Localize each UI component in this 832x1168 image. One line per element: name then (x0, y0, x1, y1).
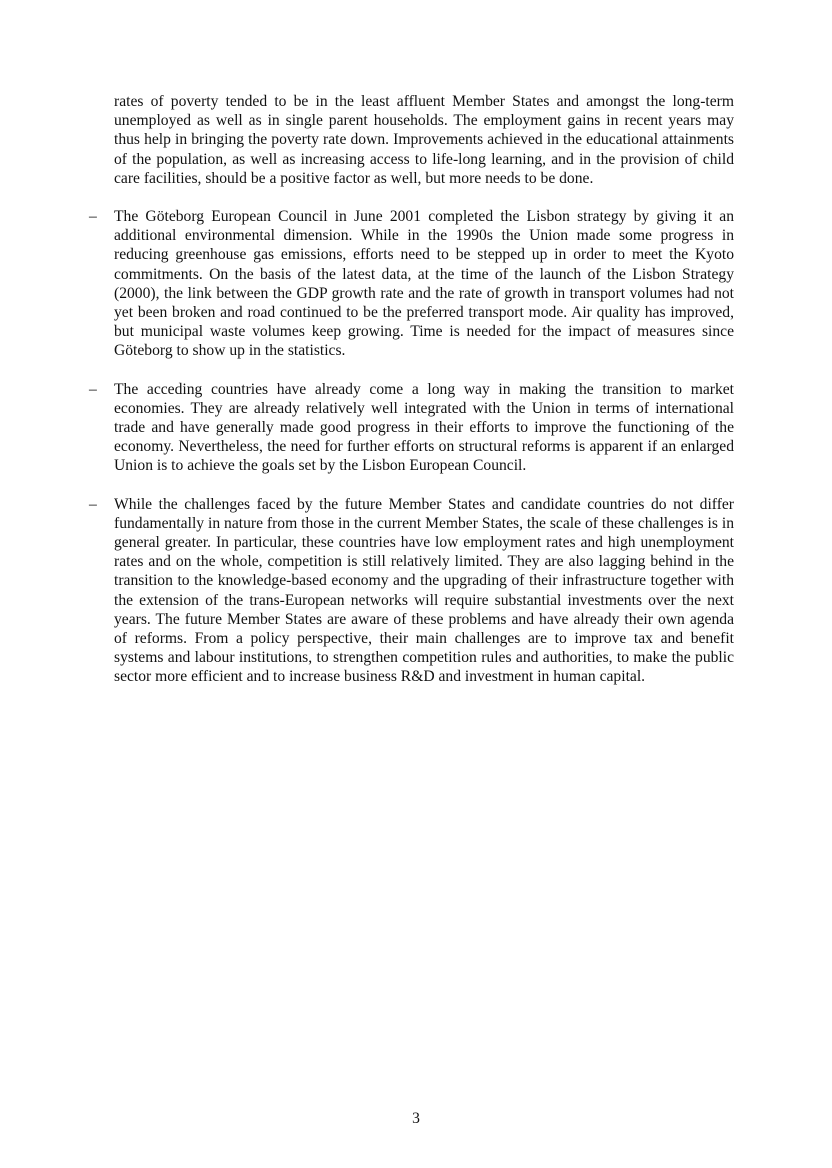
list-item-text: While the challenges faced by the future Member States and candidate countries do not differ fundamentally in nature from those in the current Member States, the scale of these challenges is in general greater. In particular, these countries have low employment rates and high unemployment rates and on the whole, competition is still relatively limited. They are also lagging behind in the transition to the knowledge-based economy and the upgrading of their infrastructure together with the extension of the trans-European networks will require substantial investments over the next years. The future Member States are aware of these problems and have already their own agenda of reforms. From a policy perspective, their main challenges are to improve tax and benefit systems and labour institutions, to strengthen competition rules and authorities, to make the public sector more efficient and to increase business R&D and investment in human capital. (114, 495, 734, 686)
list-item-text: The acceding countries have already come a long way in making the transition to market economies. They are already relatively well integrated with the Union in terms of international trade and have generally made good progress in their efforts to improve the functioning of the economy. Nevertheless, the need for further efforts on structural reforms is apparent if an enlarged Union is to achieve the goals set by the Lisbon European Council. (114, 380, 734, 475)
list-item-text: The Göteborg European Council in June 2001 completed the Lisbon strategy by giving it an additional environmental dimension. While in the 1990s the Union made some progress in reducing greenhouse gas emissions, efforts need to be stepped up in order to meet the Kyoto commitments. On the basis of the latest data, at the time of the launch of the Lisbon Strategy (2000), the link between the GDP growth rate and the rate of growth in transport volumes had not yet been broken and road continued to be the preferred transport mode. Air quality has improved, but municipal waste volumes keep growing. Time is needed for the impact of measures since Göteborg to show up in the statistics. (114, 208, 734, 360)
list-item (86, 207, 734, 361)
intro-paragraph: rates of poverty tended to be in the least affluent Member States and amongst the long-term unemployed as well as in single parent households. The employment gains in recent years may thus help in bringing the poverty rate down. Improvements achieved in the educational attainments of the population, as well as increasing access to life-long learning, and in the provision of child care facilities, should be a positive factor as well, but more needs to be done. (114, 93, 734, 187)
dash-bullet: – (89, 495, 97, 513)
document-body (86, 92, 734, 687)
dash-bullet: – (89, 208, 97, 226)
list-item (86, 495, 734, 687)
dash-bullet: – (89, 380, 97, 398)
page-number: 3 (412, 1110, 420, 1127)
list-item (86, 380, 734, 476)
